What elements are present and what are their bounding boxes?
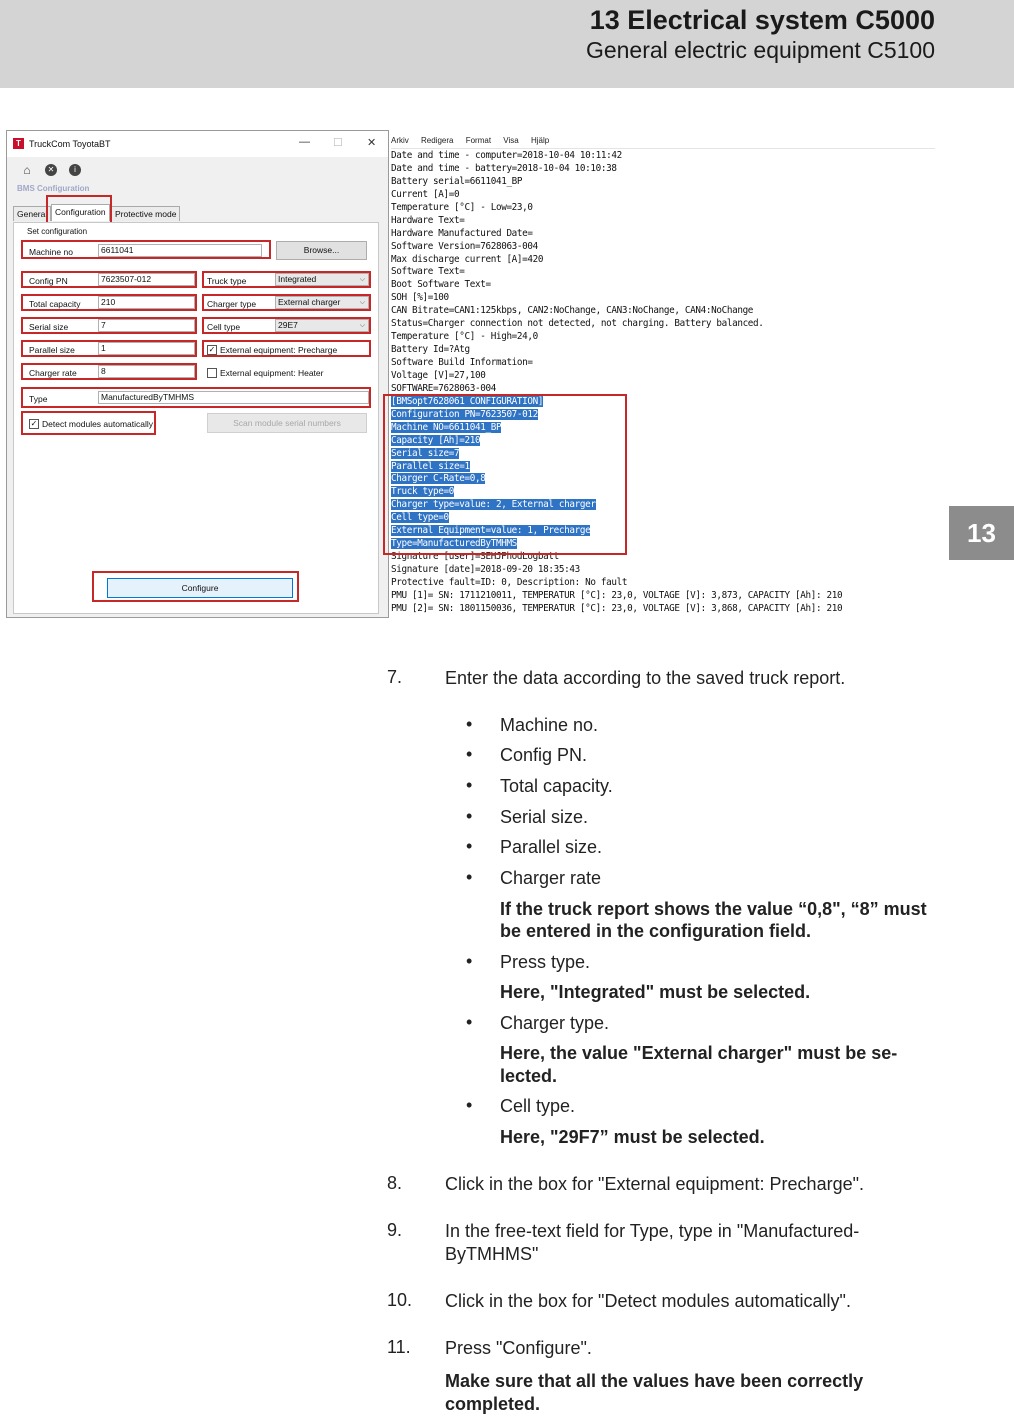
step-7-text: Enter the data according to the saved truck report. <box>445 668 846 688</box>
bullet-dot: • <box>466 836 473 856</box>
report-line-text: Signature [user]=SEHJPhodLogbatt <box>391 551 559 563</box>
detect-modules-label: Detect modules automatically <box>42 419 154 429</box>
machine-no-label: Machine no <box>29 247 73 257</box>
home-icon[interactable]: ⌂ <box>23 163 31 177</box>
bullet-parallel-size: Parallel size. <box>500 837 603 857</box>
report-line <box>391 577 935 590</box>
bullet-dot: • <box>466 806 473 826</box>
report-line-text: Software Version=7628063-004 <box>391 240 538 252</box>
report-line-text: Serial size=7 <box>391 447 460 459</box>
step-9-text-line2: ByTMHMS" <box>445 1244 539 1264</box>
report-line-text: Battery Id=?Atg <box>391 344 470 356</box>
configure-button[interactable]: Configure <box>107 578 293 598</box>
serial-size-label: Serial size <box>29 322 69 332</box>
report-line <box>391 292 935 305</box>
report-line-text: Cell type=0 <box>391 512 449 524</box>
highlight-precharge <box>202 340 371 357</box>
step-9-text-line1: In the free-text field for Type, type in "Manufactured- <box>445 1221 860 1241</box>
report-line-text: Machine NO=6611041_BP <box>391 421 502 433</box>
report-line-text: Temperature [°C] - Low=23,0 <box>391 201 533 213</box>
menu-arkiv[interactable]: Arkiv <box>391 136 409 145</box>
report-line <box>391 564 935 577</box>
note-charger-type-line2: lected. <box>500 1066 558 1086</box>
bullet-dot: • <box>466 867 473 887</box>
report-line-text: Parallel size=1 <box>391 460 470 472</box>
bullet-press-type: Press type. <box>500 952 591 972</box>
highlight-charger-rate <box>21 363 197 380</box>
chevron-down-icon: ⌵ <box>359 322 365 329</box>
note-cell-type: Here, "29F7” must be selected. <box>500 1127 765 1147</box>
browse-button[interactable]: Browse... <box>276 241 367 260</box>
precharge-label: External equipment: Precharge <box>220 345 338 355</box>
highlight-configure <box>92 571 299 602</box>
window-title: TruckCom ToyotaBT <box>29 139 111 149</box>
report-line <box>391 331 935 344</box>
charger-rate-label: Charger rate <box>29 368 77 378</box>
machine-no-field[interactable]: 6611041 <box>98 244 262 257</box>
report-line-text: Status=Charger connection not detected, not charging. Battery balanced. <box>391 318 764 330</box>
type-label: Type <box>29 394 48 404</box>
serial-size-field[interactable]: 7 <box>98 319 195 332</box>
parallel-size-field[interactable]: 1 <box>98 342 195 355</box>
tab-protective-mode[interactable]: Protective mode <box>111 206 180 221</box>
report-line <box>391 189 935 202</box>
report-line-text: PMU [2]= SN: 1801150036, TEMPERATUR [°C]: 23,0, VOLTAGE [V]: 3,868, CAPACITY [Ah]: 210 <box>391 602 843 614</box>
charger-type-value: External charger <box>278 297 341 307</box>
report-line-text: Hardware Text= <box>391 214 465 226</box>
report-line-text: Temperature [°C] - High=24,0 <box>391 331 538 343</box>
step-8-number: 8. <box>387 1173 403 1193</box>
note-charger-rate: If the truck report shows the value “0,8", “8” must be entered in the configuration field. <box>500 899 927 941</box>
detect-modules-checkbox[interactable]: ✓ <box>30 419 38 428</box>
bullet-charger-type: Charger type. <box>500 1013 610 1033</box>
bullet-serial-size: Serial size. <box>500 807 589 827</box>
menu-format[interactable]: Format <box>465 136 492 145</box>
step-10-number: 10. <box>387 1290 413 1310</box>
report-line <box>391 202 935 215</box>
highlight-serial-size <box>21 317 197 334</box>
type-field[interactable]: ManufacturedByTMHMS <box>98 391 369 404</box>
report-line <box>391 163 935 176</box>
heater-checkbox[interactable] <box>207 368 217 378</box>
highlight-charger-type <box>202 294 371 311</box>
report-line <box>391 176 935 189</box>
report-line <box>391 318 935 331</box>
report-line <box>391 241 935 254</box>
report-line-text: Configuration PN=7623507-012 <box>391 408 538 420</box>
highlight-machine-no <box>21 240 271 259</box>
parallel-size-label: Parallel size <box>29 345 75 355</box>
report-line <box>391 150 935 163</box>
report-line <box>391 344 935 357</box>
set-configuration-label: Set configuration <box>27 227 88 236</box>
report-line-text: Truck type=0 <box>391 486 454 498</box>
minimize-button[interactable]: — <box>299 136 310 148</box>
step-9-number: 9. <box>387 1220 403 1240</box>
bullet-charger-rate: Charger rate <box>500 868 602 888</box>
note-charger-type-line1: Here, the value "External charger" must be se- <box>500 1043 898 1063</box>
cell-type-label: Cell type <box>207 322 241 332</box>
report-line-text: Software Text= <box>391 266 465 278</box>
report-line <box>391 215 935 228</box>
highlight-truck-type <box>202 271 371 288</box>
report-line-text: Type=ManufacturedByTMHMS <box>391 538 517 550</box>
info-icon[interactable]: i <box>69 164 81 176</box>
report-line-text: Charger type=value: 2, External charger <box>391 499 596 511</box>
tab-general[interactable]: General <box>13 206 51 221</box>
report-line-text: External Equipment=value: 1, Precharge <box>391 525 591 537</box>
window-titlebar <box>7 131 388 157</box>
bullet-dot: • <box>466 951 473 971</box>
bullet-dot: • <box>466 744 473 764</box>
heater-label: External equipment: Heater <box>220 368 324 378</box>
bms-configuration-label: BMS Configuration <box>17 184 90 193</box>
truckcom-window <box>6 130 389 618</box>
report-line-text: PMU [1]= SN: 1711210011, TEMPERATUR [°C]: 23,0, VOLTAGE [V]: 3,873, CAPACITY [Ah]: 210 <box>391 589 843 601</box>
tab-configuration[interactable]: Configuration <box>51 204 110 221</box>
bullet-cell-type: Cell type. <box>500 1096 576 1116</box>
chapter-tab: 13 <box>949 506 1014 560</box>
total-capacity-label: Total capacity <box>29 299 81 309</box>
maximize-button[interactable]: ☐ <box>333 137 343 149</box>
report-line <box>391 357 935 370</box>
menu-hjalp[interactable]: Hjälp <box>530 136 550 145</box>
step-11-text: Press "Configure". <box>445 1338 592 1358</box>
bullet-dot: • <box>466 1095 473 1115</box>
app-logo-icon: T <box>13 138 24 149</box>
truck-type-label: Truck type <box>207 276 247 286</box>
report-line-text: SOFTWARE=7628063-004 <box>391 382 496 394</box>
report-line-text: Software Build Information= <box>391 357 533 368</box>
report-line <box>391 254 935 267</box>
charger-rate-field[interactable]: 8 <box>98 365 195 378</box>
page-header <box>0 0 1014 88</box>
notepad-menubar <box>391 136 935 149</box>
highlight-configuration-tab <box>46 195 112 224</box>
close-circle-icon[interactable]: ✕ <box>45 164 57 176</box>
bullet-total-capacity: Total capacity. <box>500 776 613 796</box>
highlight-detect-modules <box>21 411 156 435</box>
report-line-text: SOH [%]=100 <box>391 292 449 304</box>
highlight-cell-type <box>202 317 371 334</box>
highlight-parallel-size <box>21 340 197 357</box>
highlight-configuration-block <box>383 394 627 555</box>
chevron-down-icon: ⌵ <box>359 276 365 283</box>
note-press-type: Here, "Integrated" must be selected. <box>500 982 811 1002</box>
report-line-text: Voltage [V]=27,100 <box>391 369 486 381</box>
bullet-dot: • <box>466 714 473 734</box>
report-line-text: Date and time - battery=2018-10-04 10:10:38 <box>391 162 617 174</box>
report-line <box>391 228 935 241</box>
note-final: Make sure that all the values have been correctly completed. <box>445 1371 864 1414</box>
report-line-text: CAN Bitrate=CAN1:125kbps, CAN2:NoChange, CAN3:NoChange, CAN4:NoChange <box>391 305 754 317</box>
step-11-number: 11. <box>387 1337 411 1357</box>
report-line <box>391 590 935 603</box>
menu-visa[interactable]: Visa <box>503 136 519 145</box>
config-pn-label: Config PN <box>29 276 68 286</box>
step-8-text: Click in the box for "External equipment: Precharge". <box>445 1174 864 1194</box>
scan-serial-numbers-button[interactable]: Scan module serial numbers <box>207 413 367 433</box>
report-line <box>391 279 935 292</box>
report-line <box>391 603 935 616</box>
report-line-text: [BMSopt7628061 CONFIGURATION] <box>391 395 544 407</box>
report-line-text: Date and time - computer=2018-10-04 10:11:42 <box>391 150 622 161</box>
config-pn-field[interactable]: 7623507-012 <box>98 273 195 286</box>
step-10-text: Click in the box for "Detect modules automatically". <box>445 1291 851 1311</box>
total-capacity-field[interactable]: 210 <box>98 296 195 309</box>
report-line-text: Protective fault=ID: 0, Description: No fault <box>391 576 628 588</box>
highlight-config-pn <box>21 271 197 288</box>
step-7-number: 7. <box>387 667 403 687</box>
section-subtitle: General electric equipment C5100 <box>585 37 935 63</box>
bullet-machine-no: Machine no. <box>500 715 599 735</box>
report-line-text: Capacity [Ah]=210 <box>391 434 481 446</box>
chapter-title: 13 Electrical system C5000 <box>589 5 935 35</box>
report-line <box>391 266 935 279</box>
report-line-text: Signature [date]=2018-09-20 18:35:43 <box>391 564 580 575</box>
charger-type-label: Charger type <box>207 299 257 309</box>
report-line-text: Current [A]=0 <box>391 188 460 200</box>
report-line <box>391 370 935 383</box>
report-line-text: Hardware Manufactured Date= <box>391 227 533 239</box>
highlight-total-capacity <box>21 294 197 311</box>
close-button[interactable]: ✕ <box>367 137 377 149</box>
report-line-text: Boot Software Text= <box>391 279 491 291</box>
cell-type-value: 29E7 <box>278 320 298 330</box>
truck-type-value: Integrated <box>278 274 317 284</box>
chevron-down-icon: ⌵ <box>359 299 365 306</box>
report-line <box>391 305 935 318</box>
report-line-text: Max discharge current [A]=420 <box>391 253 544 265</box>
highlight-type <box>21 387 371 408</box>
bullet-config-pn: Config PN. <box>500 745 588 765</box>
precharge-checkbox[interactable]: ✓ <box>208 345 216 354</box>
bullet-dot: • <box>466 775 473 795</box>
bullet-dot: • <box>466 1012 473 1032</box>
menu-redigera[interactable]: Redigera <box>421 136 454 145</box>
report-line-text: Charger C-Rate=0,8 <box>391 473 486 485</box>
report-line-text: Battery serial=6611041_BP <box>391 175 523 187</box>
